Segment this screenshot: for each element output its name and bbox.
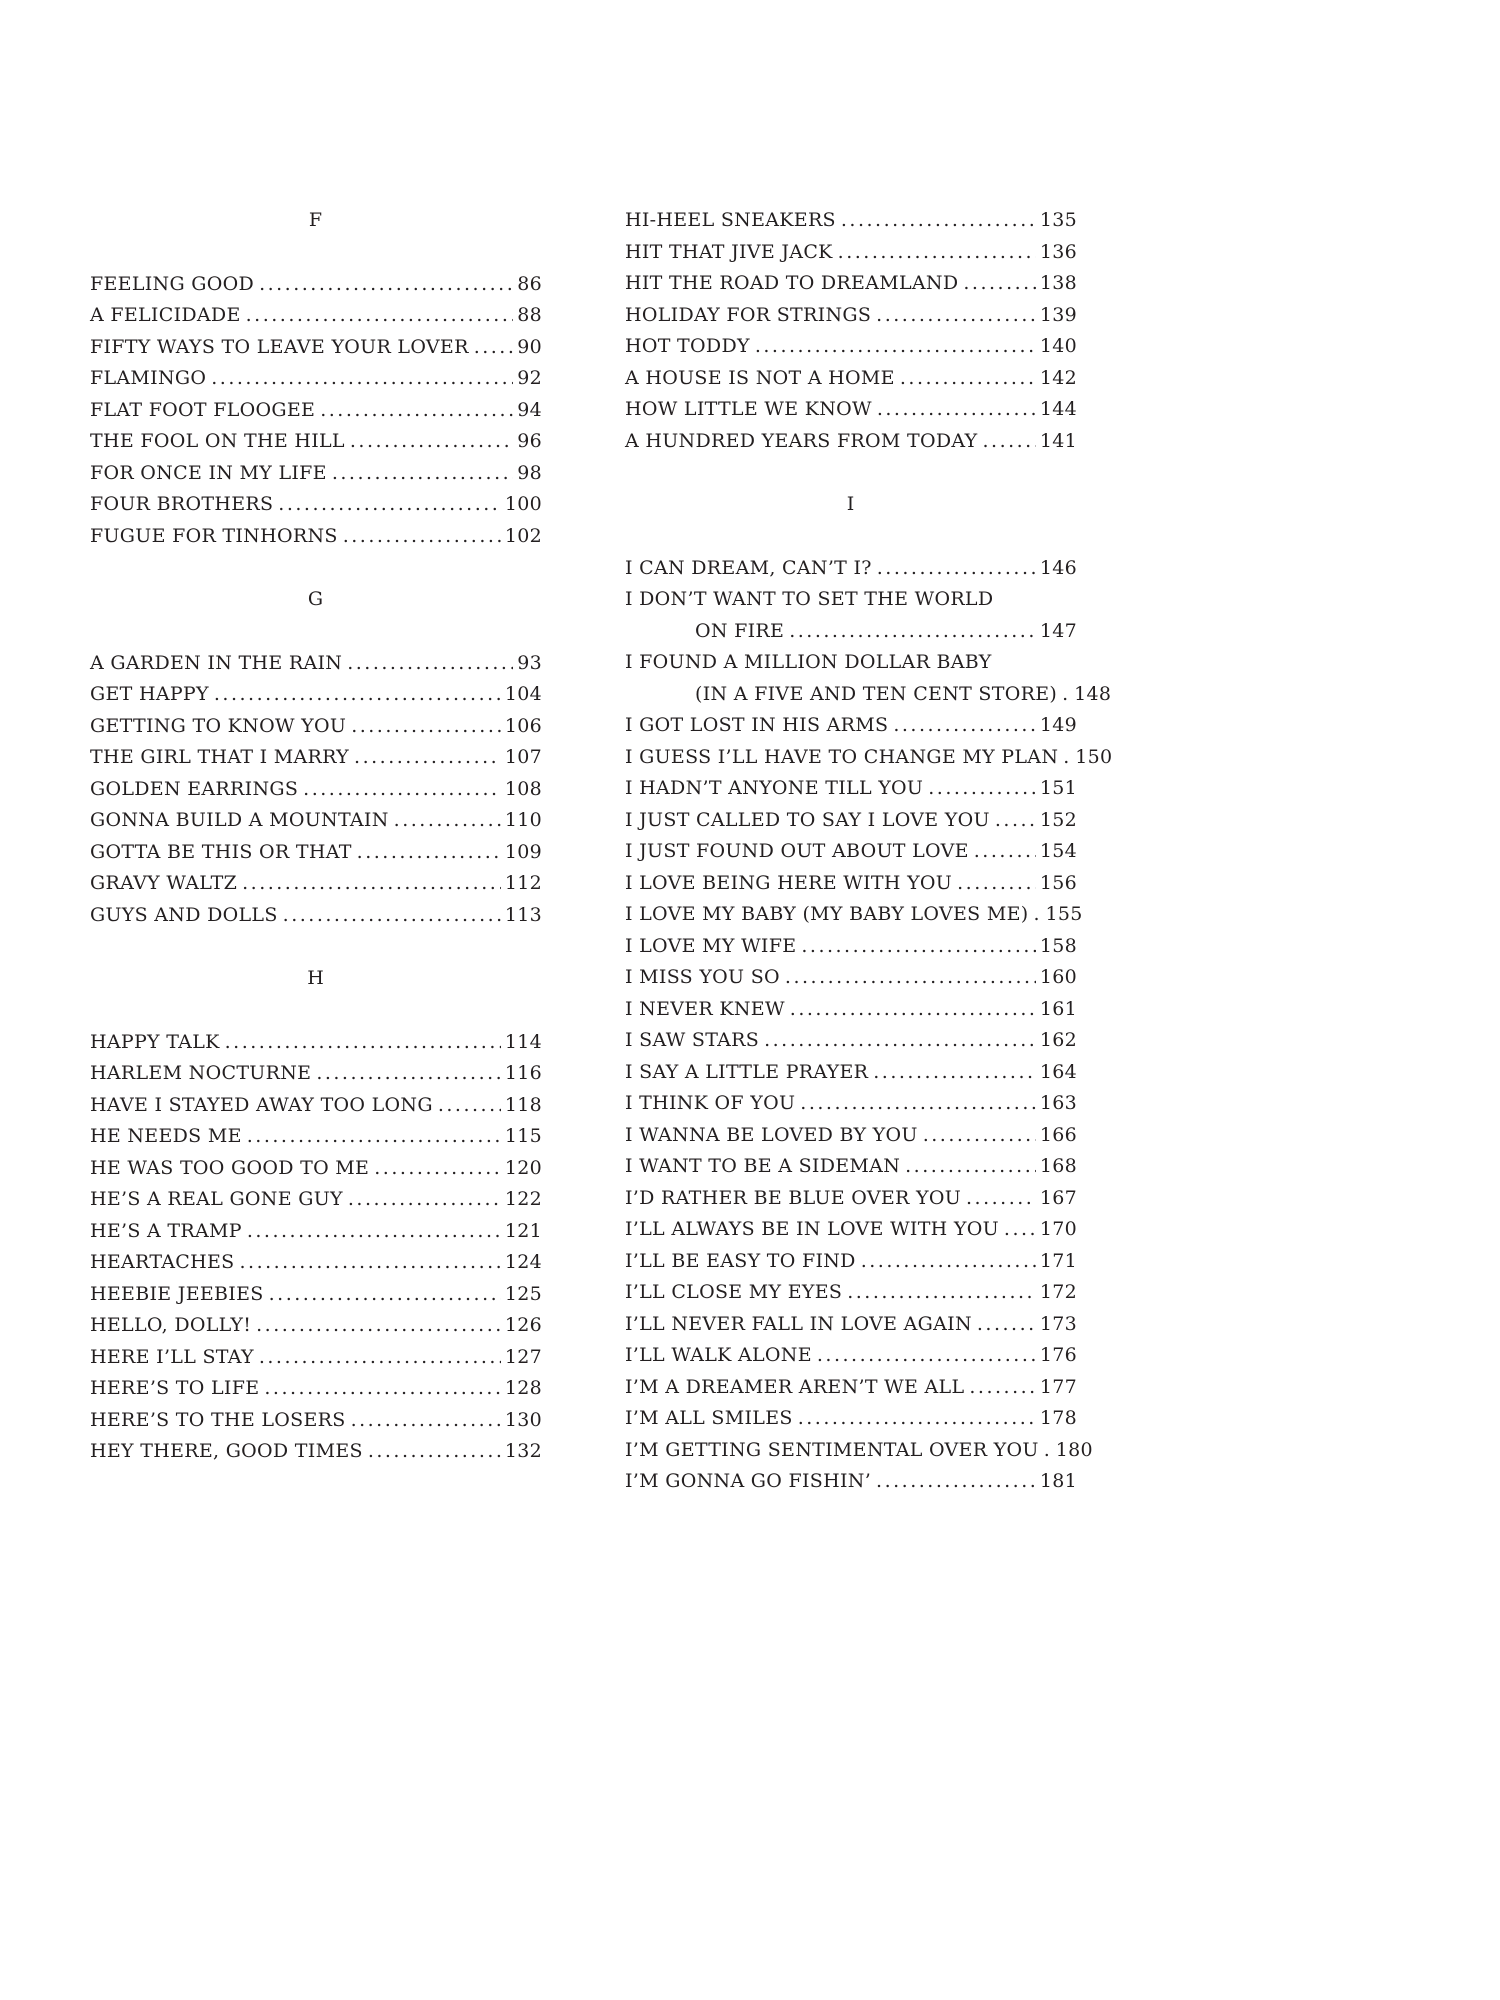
page-number: 110 [504, 809, 542, 831]
toc-entry [625, 331, 1077, 363]
song-title: I’M A DREAMER AREN’T WE ALL [625, 1375, 965, 1398]
dot-leader [374, 1153, 501, 1185]
page-number: 121 [504, 1219, 542, 1242]
page-number: 96 [517, 430, 542, 452]
song-title: I’LL NEVER FALL IN LOVE AGAIN [625, 1312, 972, 1335]
dot-leader [247, 1216, 501, 1248]
song-title: GETTING TO KNOW YOU [90, 714, 347, 737]
toc-entry [625, 394, 1077, 426]
dot-leader [923, 1120, 1036, 1152]
page-number: 140 [1039, 335, 1077, 357]
toc-entry [625, 931, 1077, 963]
song-title: HE’S A TRAMP [90, 1219, 242, 1242]
toc-entry [625, 237, 1077, 269]
song-title: ON FIRE [695, 619, 785, 642]
toc-entry [90, 1121, 542, 1153]
page-number: 114 [504, 1030, 542, 1053]
section-letter-heading: I [846, 493, 856, 515]
dot-leader [861, 1246, 1036, 1278]
dot-leader [798, 1403, 1036, 1435]
dot-leader [1063, 742, 1071, 774]
dot-leader [817, 1340, 1036, 1372]
page-number: 106 [504, 714, 542, 737]
toc-entry [625, 994, 1077, 1026]
page-number: 124 [504, 1251, 542, 1273]
toc-entry [90, 300, 542, 332]
song-title: I’LL WALK ALONE [625, 1344, 812, 1366]
section-letter-heading: H [307, 967, 325, 989]
song-title: HIT THE ROAD TO DREAMLAND [625, 272, 959, 294]
dot-leader [246, 300, 514, 332]
dot-leader [928, 773, 1036, 805]
toc-entry [625, 710, 1077, 742]
song-title: FIFTY WAYS TO LEAVE YOUR LOVER [90, 335, 469, 358]
toc-entry [625, 616, 1077, 648]
toc-entry [90, 648, 542, 680]
toc-entry [90, 1279, 542, 1311]
page-number: 107 [504, 746, 542, 768]
toc-entry [625, 1403, 1077, 1435]
toc-entry [625, 899, 1083, 931]
song-title: I’M GETTING SENTIMENTAL OVER YOU [625, 1438, 1039, 1461]
song-title: FEELING GOOD [90, 272, 255, 295]
toc-entry [625, 1151, 1077, 1183]
song-title: I GOT LOST IN HIS ARMS [625, 714, 889, 736]
dot-leader [800, 1088, 1036, 1120]
page-number: 146 [1039, 556, 1077, 579]
song-title: I FOUND A MILLION DOLLAR BABY [625, 651, 992, 673]
toc-entry [625, 1277, 1077, 1309]
dot-leader [351, 1405, 501, 1437]
page-number: 88 [517, 304, 542, 326]
song-title: I’LL CLOSE MY EYES [625, 1281, 843, 1303]
page-number: 138 [1039, 272, 1077, 294]
page-number: 141 [1039, 429, 1077, 452]
toc-entry [90, 363, 542, 395]
page-number: 139 [1039, 303, 1077, 326]
dot-leader [982, 426, 1035, 458]
toc-section [90, 584, 542, 931]
dot-leader [247, 1121, 501, 1153]
dot-leader [1004, 1214, 1036, 1246]
song-title: FOR ONCE IN MY LIFE [90, 461, 327, 484]
song-title: I HADN’T ANYONE TILL YOU [625, 777, 924, 799]
toc-entry [90, 805, 542, 837]
song-title: HERE’S TO THE LOSERS [90, 1408, 346, 1431]
song-title: HOW LITTLE WE KNOW [625, 398, 872, 420]
dot-leader [259, 269, 513, 301]
dot-leader [278, 489, 501, 521]
toc-entry [625, 836, 1077, 868]
toc-entry [90, 1090, 542, 1122]
page-number: 93 [517, 651, 542, 674]
dot-leader [368, 1436, 501, 1468]
toc-entry [90, 521, 542, 553]
page-number: 151 [1039, 777, 1077, 799]
toc-entry [90, 1310, 542, 1342]
dot-leader [474, 332, 514, 364]
dot-leader [214, 679, 501, 711]
toc-entry [90, 1373, 542, 1405]
page-number: 122 [504, 1188, 542, 1210]
page-number: 163 [1039, 1092, 1077, 1114]
toc-entry [90, 489, 542, 521]
toc-section [625, 489, 1113, 1498]
song-title: HARLEM NOCTURNE [90, 1062, 312, 1084]
page-number: 177 [1039, 1375, 1077, 1398]
page-number: 102 [504, 524, 542, 547]
dot-leader [877, 394, 1036, 426]
dot-leader [801, 931, 1035, 963]
toc-entry [625, 1088, 1077, 1120]
dot-leader [348, 1184, 501, 1216]
song-title: HAVE I STAYED AWAY TOO LONG [90, 1093, 433, 1116]
dot-leader [905, 1151, 1036, 1183]
section-letter-heading: F [308, 209, 324, 231]
toc-entry [90, 774, 542, 806]
song-title: A FELICIDADE [90, 304, 241, 326]
dot-leader [303, 774, 501, 806]
song-title: I’D RATHER BE BLUE OVER YOU [625, 1186, 962, 1209]
song-title: I SAW STARS [625, 1029, 760, 1051]
dot-leader [332, 458, 513, 490]
song-title: I’M ALL SMILES [625, 1407, 793, 1429]
song-title: HI-HEEL SNEAKERS [625, 209, 836, 231]
dot-leader [838, 237, 1036, 269]
song-title: HEARTACHES [90, 1251, 235, 1273]
song-title: A GARDEN IN THE RAIN [90, 651, 343, 674]
dot-leader [320, 395, 513, 427]
dot-leader [974, 836, 1036, 868]
toc-entry [90, 1184, 542, 1216]
toc-entry [625, 679, 1112, 711]
toc-entry [625, 1120, 1077, 1152]
page-number: 167 [1039, 1186, 1077, 1209]
page-number: 136 [1039, 240, 1077, 263]
page-number: 162 [1039, 1029, 1077, 1051]
page-number: 120 [504, 1156, 542, 1179]
song-title: I NEVER KNEW [625, 997, 785, 1020]
page-number: 116 [504, 1062, 542, 1084]
dot-leader [350, 426, 513, 458]
toc-entry [625, 1309, 1077, 1341]
dot-leader [256, 1310, 501, 1342]
dot-leader [764, 1025, 1036, 1057]
page-number: 150 [1075, 745, 1113, 768]
toc-entry [625, 553, 1077, 585]
dot-leader [841, 205, 1036, 237]
toc-entry [90, 742, 542, 774]
toc-section [90, 963, 542, 1468]
dot-leader [963, 268, 1035, 300]
song-title: I WANNA BE LOVED BY YOU [625, 1123, 918, 1146]
dot-leader [242, 868, 501, 900]
dot-leader [790, 994, 1036, 1026]
page-number: 108 [504, 777, 542, 800]
song-title: I LOVE MY WIFE [625, 934, 797, 957]
song-title: I JUST CALLED TO SAY I LOVE YOU [625, 808, 990, 831]
dot-leader [239, 1247, 500, 1279]
page-number: 90 [517, 335, 542, 358]
song-title: HELLO, DOLLY! [90, 1314, 252, 1336]
toc-entry [625, 300, 1077, 332]
song-title: HOT TODDY [625, 335, 750, 357]
dot-leader [225, 1027, 501, 1059]
dot-leader [876, 300, 1036, 332]
index-column-right [625, 205, 1113, 1498]
toc-entry [90, 426, 542, 458]
dot-leader [966, 1183, 1036, 1215]
song-title: (IN A FIVE AND TEN CENT STORE) [695, 682, 1058, 705]
page-number: 128 [504, 1377, 542, 1399]
dot-leader [357, 837, 501, 869]
dot-leader [969, 1372, 1035, 1404]
toc-entry [90, 1436, 542, 1468]
page-number: 100 [504, 493, 542, 515]
page-number: 112 [504, 872, 542, 894]
toc-entry [90, 679, 542, 711]
toc-entry [90, 1153, 542, 1185]
song-title: A HUNDRED YEARS FROM TODAY [625, 429, 978, 452]
dot-leader [264, 1373, 500, 1405]
dot-leader [1044, 1435, 1052, 1467]
page-number: 104 [504, 683, 542, 705]
page-number: 152 [1039, 808, 1077, 831]
toc-entry [625, 426, 1077, 458]
toc-entry [625, 363, 1077, 395]
dot-leader [900, 363, 1036, 395]
song-title: I MISS YOU SO [625, 966, 780, 988]
section-letter-heading: G [307, 588, 325, 610]
toc-section [90, 205, 542, 552]
page-number: 149 [1039, 714, 1077, 736]
dot-leader [211, 363, 513, 395]
page-number: 147 [1039, 619, 1077, 642]
song-title: I DON’T WANT TO SET THE WORLD [625, 588, 994, 610]
toc-entry [625, 868, 1077, 900]
toc-entry [90, 1058, 542, 1090]
dot-leader [877, 553, 1036, 585]
page-number: 160 [1039, 966, 1077, 988]
toc-entry [625, 1214, 1077, 1246]
dot-leader [394, 805, 501, 837]
dot-leader [354, 742, 501, 774]
song-title: I’LL ALWAYS BE IN LOVE WITH YOU [625, 1218, 999, 1240]
toc-entry [90, 332, 542, 364]
song-title: I GUESS I’LL HAVE TO CHANGE MY PLAN [625, 745, 1059, 768]
dot-leader [351, 711, 501, 743]
toc-entry-first-line [625, 584, 1077, 616]
dot-leader [343, 521, 501, 553]
dot-leader [1062, 679, 1070, 711]
dot-leader [789, 616, 1036, 648]
toc-entry [90, 395, 542, 427]
toc-section [625, 205, 1077, 457]
page-number: 86 [517, 272, 542, 295]
dot-leader [995, 805, 1036, 837]
toc-entry [625, 805, 1077, 837]
dot-leader [847, 1277, 1036, 1309]
dot-leader [1033, 899, 1041, 931]
toc-entry [625, 1435, 1093, 1467]
toc-entry [90, 269, 542, 301]
toc-entry [625, 1183, 1077, 1215]
dot-leader [347, 648, 513, 680]
page-number: 144 [1039, 398, 1077, 420]
page-number: 125 [504, 1282, 542, 1305]
song-title: GUYS AND DOLLS [90, 903, 278, 926]
page-number: 130 [504, 1408, 542, 1431]
dot-leader [876, 1466, 1036, 1498]
song-title: I LOVE BEING HERE WITH YOU [625, 871, 953, 894]
toc-entry [90, 1027, 542, 1059]
toc-entry [90, 1405, 542, 1437]
toc-entry [625, 1025, 1077, 1057]
song-title: GOLDEN EARRINGS [90, 777, 299, 800]
dot-leader [977, 1309, 1036, 1341]
toc-entry [625, 1246, 1077, 1278]
page-number: 176 [1039, 1344, 1077, 1366]
toc-entry [625, 1466, 1077, 1498]
page-number: 178 [1039, 1407, 1077, 1429]
toc-entry [625, 773, 1077, 805]
toc-entry [90, 1216, 542, 1248]
song-title: I WANT TO BE A SIDEMAN [625, 1155, 901, 1177]
toc-entry [625, 1372, 1077, 1404]
page-number: 98 [517, 461, 542, 484]
song-title: GRAVY WALTZ [90, 872, 238, 894]
song-title: HIT THAT JIVE JACK [625, 240, 833, 263]
song-title: HAPPY TALK [90, 1030, 220, 1053]
song-title: HOLIDAY FOR STRINGS [625, 303, 872, 326]
page-number: 109 [504, 840, 542, 863]
dot-leader [957, 868, 1036, 900]
song-title: HERE I’LL STAY [90, 1345, 254, 1368]
toc-entry [90, 900, 542, 932]
song-title: GONNA BUILD A MOUNTAIN [90, 809, 389, 831]
toc-entry [90, 458, 542, 490]
toc-entry [90, 1247, 542, 1279]
dot-leader [269, 1279, 501, 1311]
page-number: 148 [1074, 682, 1112, 705]
dot-leader [259, 1342, 501, 1374]
page-number: 168 [1039, 1155, 1077, 1177]
index-column-left [90, 205, 542, 1468]
page-number: 181 [1039, 1470, 1077, 1492]
dot-leader [873, 1057, 1036, 1089]
page-number: 127 [504, 1345, 542, 1368]
page-number: 113 [504, 903, 542, 926]
song-title: THE GIRL THAT I MARRY [90, 746, 350, 768]
song-title: I LOVE MY BABY (MY BABY LOVES ME) [625, 903, 1029, 925]
page-number: 158 [1039, 934, 1077, 957]
dot-leader [316, 1058, 501, 1090]
page-number: 92 [517, 367, 542, 389]
dot-leader [893, 710, 1035, 742]
song-title: I JUST FOUND OUT ABOUT LOVE [625, 840, 969, 862]
page-number: 115 [504, 1125, 542, 1147]
song-title: I THINK OF YOU [625, 1092, 796, 1114]
toc-entry [625, 1340, 1077, 1372]
song-title: FOUR BROTHERS [90, 493, 274, 515]
page-number: 155 [1045, 903, 1083, 925]
song-title: I SAY A LITTLE PRAYER [625, 1060, 869, 1083]
page-number: 170 [1039, 1218, 1077, 1240]
page-number: 142 [1039, 366, 1077, 389]
page-number: 164 [1039, 1060, 1077, 1083]
page-number: 154 [1039, 840, 1077, 862]
toc-entry [90, 711, 542, 743]
song-title: THE FOOL ON THE HILL [90, 430, 345, 452]
dot-leader [755, 331, 1036, 363]
toc-entry [625, 268, 1077, 300]
song-title: A HOUSE IS NOT A HOME [625, 366, 895, 389]
song-title: GOTTA BE THIS OR THAT [90, 840, 352, 863]
song-title: GET HAPPY [90, 683, 209, 705]
page-number: 171 [1039, 1249, 1077, 1272]
toc-entry [90, 1342, 542, 1374]
song-title: HEEBIE JEEBIES [90, 1282, 264, 1305]
toc-entry [90, 868, 542, 900]
page-number: 135 [1039, 209, 1077, 231]
song-title: FLAT FOOT FLOOGEE [90, 398, 316, 421]
dot-leader [283, 900, 501, 932]
toc-entry-first-line [625, 647, 1077, 679]
page-number: 166 [1039, 1123, 1077, 1146]
page-number: 180 [1055, 1438, 1093, 1461]
dot-leader [785, 962, 1036, 994]
song-title: HEY THERE, GOOD TIMES [90, 1440, 363, 1462]
song-title: HE NEEDS ME [90, 1125, 242, 1147]
page-number: 161 [1039, 997, 1077, 1020]
song-title: HE’S A REAL GONE GUY [90, 1188, 343, 1210]
song-title: HE WAS TOO GOOD TO ME [90, 1156, 370, 1179]
toc-entry [625, 962, 1077, 994]
toc-entry [625, 205, 1077, 237]
page-number: 126 [504, 1314, 542, 1336]
song-title: I’LL BE EASY TO FIND [625, 1249, 856, 1272]
song-title: I CAN DREAM, CAN’T I? [625, 556, 872, 579]
page-number: 118 [504, 1093, 542, 1116]
song-title: FLAMINGO [90, 367, 207, 389]
page-number: 172 [1039, 1281, 1077, 1303]
song-title: I’M GONNA GO FISHIN’ [625, 1470, 872, 1492]
page-number: 173 [1039, 1312, 1077, 1335]
page-number: 156 [1039, 871, 1077, 894]
toc-entry [625, 1057, 1077, 1089]
page-number: 132 [504, 1440, 542, 1462]
song-title: FUGUE FOR TINHORNS [90, 524, 338, 547]
song-title: HERE’S TO LIFE [90, 1377, 260, 1399]
dot-leader [438, 1090, 501, 1122]
toc-entry [90, 837, 542, 869]
page-number: 94 [517, 398, 542, 421]
toc-entry [625, 742, 1113, 774]
